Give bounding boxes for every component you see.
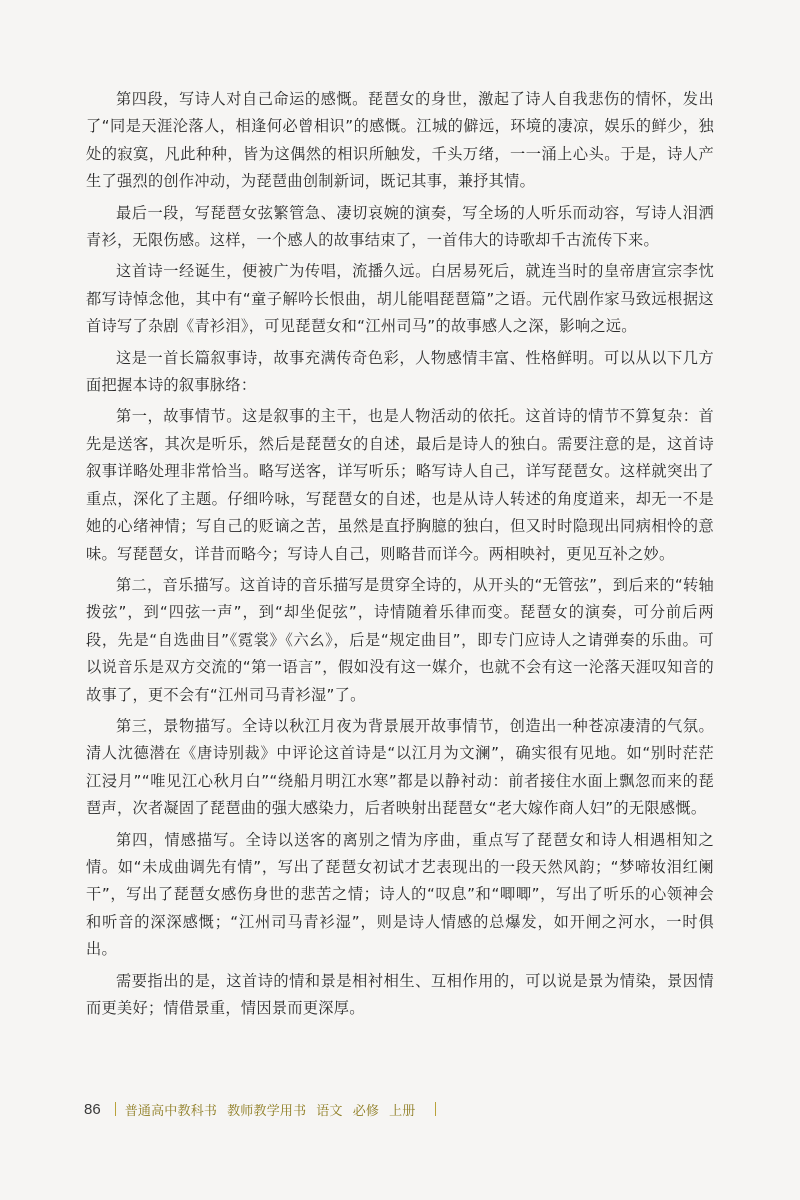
- paragraph-influence: 这首诗一经诞生，便被广为传唱，流播久远。白居易死后，就连当时的皇帝唐宣宗李忱都写诗悼念他，其中有“童子解吟长恨曲，胡儿能唱琵琶篇”之语。元代剧作家马致远根据这首诗写了杂剧《青衫泪》，可见琵琶女和“江州司马”的故事感人之深，影响之远。: [86, 262, 714, 336]
- paragraph-last-section: 最后一段，写琵琶女弦繁管急、凄切哀婉的演奏，写全场的人听乐而动容，写诗人泪洒青衫，无限伤感。这样，一个感人的故事结束了，一首伟大的诗歌却千古流传下来。: [86, 203, 714, 250]
- body-text: [86, 86, 714, 1026]
- footer-course: 必修: [352, 1103, 380, 1119]
- footer-divider: [435, 1102, 436, 1116]
- footer-volume: 上册: [389, 1103, 416, 1119]
- paragraph-conclusion: 需要指出的是，这首诗的情和景是相衬相生、互相作用的，可以说是景为情染，景因情而更美好；情借景重，情因景而更深厚。: [86, 971, 714, 1017]
- page-number: 86: [84, 1100, 101, 1118]
- paragraph-scenery: 第三，景物描写。全诗以秋江月夜为背景展开故事情节，创造出一种苍凉凄清的气氛。清人沈德潜在《唐诗别裁》中评论这首诗是“以江月为文澜”，确实很有见地。如“别时茫茫江浸月”“唯见江心秋月白”“绕船月明江水寒”都是以静衬动：前者接住水面上飘忽而来的琵琶声，次者凝固了琵琶曲的强大感染力，后者映射出琵琶女“老大嫁作商人妇”的无限感慨。: [86, 716, 714, 818]
- footer-book-type: 教师教学用书: [227, 1103, 307, 1119]
- footer-subject: 语文: [316, 1103, 343, 1119]
- footer-divider: [115, 1102, 116, 1116]
- paragraph-4th-section: 第四段，写诗人对自己命运的感慨。琵琶女的身世，激起了诗人自我悲伤的情怀，发出了“同是天涯沦落人，相逢何必曾相识”的感慨。江城的僻远，环境的凄凉，娱乐的鲜少，独处的寂寞，凡此种种，皆为这偶然的相识所触发，千头万绪，一一涌上心头。于是，诗人产生了强烈的创作冲动，为琵琶曲创制新词，既记其事，兼抒其情。: [86, 90, 714, 191]
- page-footer: [84, 1097, 436, 1121]
- paragraph-plot: 第一，故事情节。这是叙事的主干，也是人物活动的依托。这首诗的情节不算复杂：首先是送客，其次是听乐，然后是琵琶女的自述，最后是诗人的独白。需要注意的是，这首诗叙事详略处理非常恰当。略写送客，详写听乐；略写诗人自己，详写琵琶女。这样就突出了重点，深化了主题。仔细吟咏，写琵琶女的自述，也是从诗人转述的角度道来，却无一不是她的心绪神情；写自己的贬谪之苦，虽然是直抒胸臆的独白，但又时时隐现出同病相怜的意味。写琵琶女，详昔而略今；写诗人自己，则略昔而详今。两相映衬，更见互补之妙。: [86, 407, 714, 563]
- paragraph-narrative-intro: 这是一首长篇叙事诗，故事充满传奇色彩，人物感情丰富、性格鲜明。可以从以下几方面把握本诗的叙事脉络：: [86, 348, 714, 395]
- paragraph-emotion: 第四，情感描写。全诗以送客的离别之情为序曲，重点写了琵琶女和诗人相遇相知之情。如“未成曲调先有情”，写出了琵琶女初试才艺表现出的一段天然风韵；“梦啼妆泪红阑干”，写出了琵琶女感伤身世的悲苦之情；诗人的“叹息”和“唧唧”，写出了听乐的心领神会和听音的深深感慨；“江州司马青衫湿”，则是诗人情感的总爆发，如开闸之河水，一时俱出。: [86, 830, 714, 959]
- footer-series: 普通高中教科书: [124, 1103, 218, 1119]
- paragraph-music: 第二，音乐描写。这首诗的音乐描写是贯穿全诗的，从开头的“无管弦”，到后来的“转轴拨弦”，到“四弦一声”，到“却坐促弦”，诗情随着乐律而变。琵琶女的演奏，可分前后两段，先是“自选曲目”《霓裳》《六幺》，后是“规定曲目”，即专门应诗人之请弹奏的乐曲。可以说音乐是双方交流的“第一语言”，假如没有这一媒介，也就不会有这一沦落天涯叹知音的故事了，更不会有“江州司马青衫湿”了。: [86, 575, 714, 704]
